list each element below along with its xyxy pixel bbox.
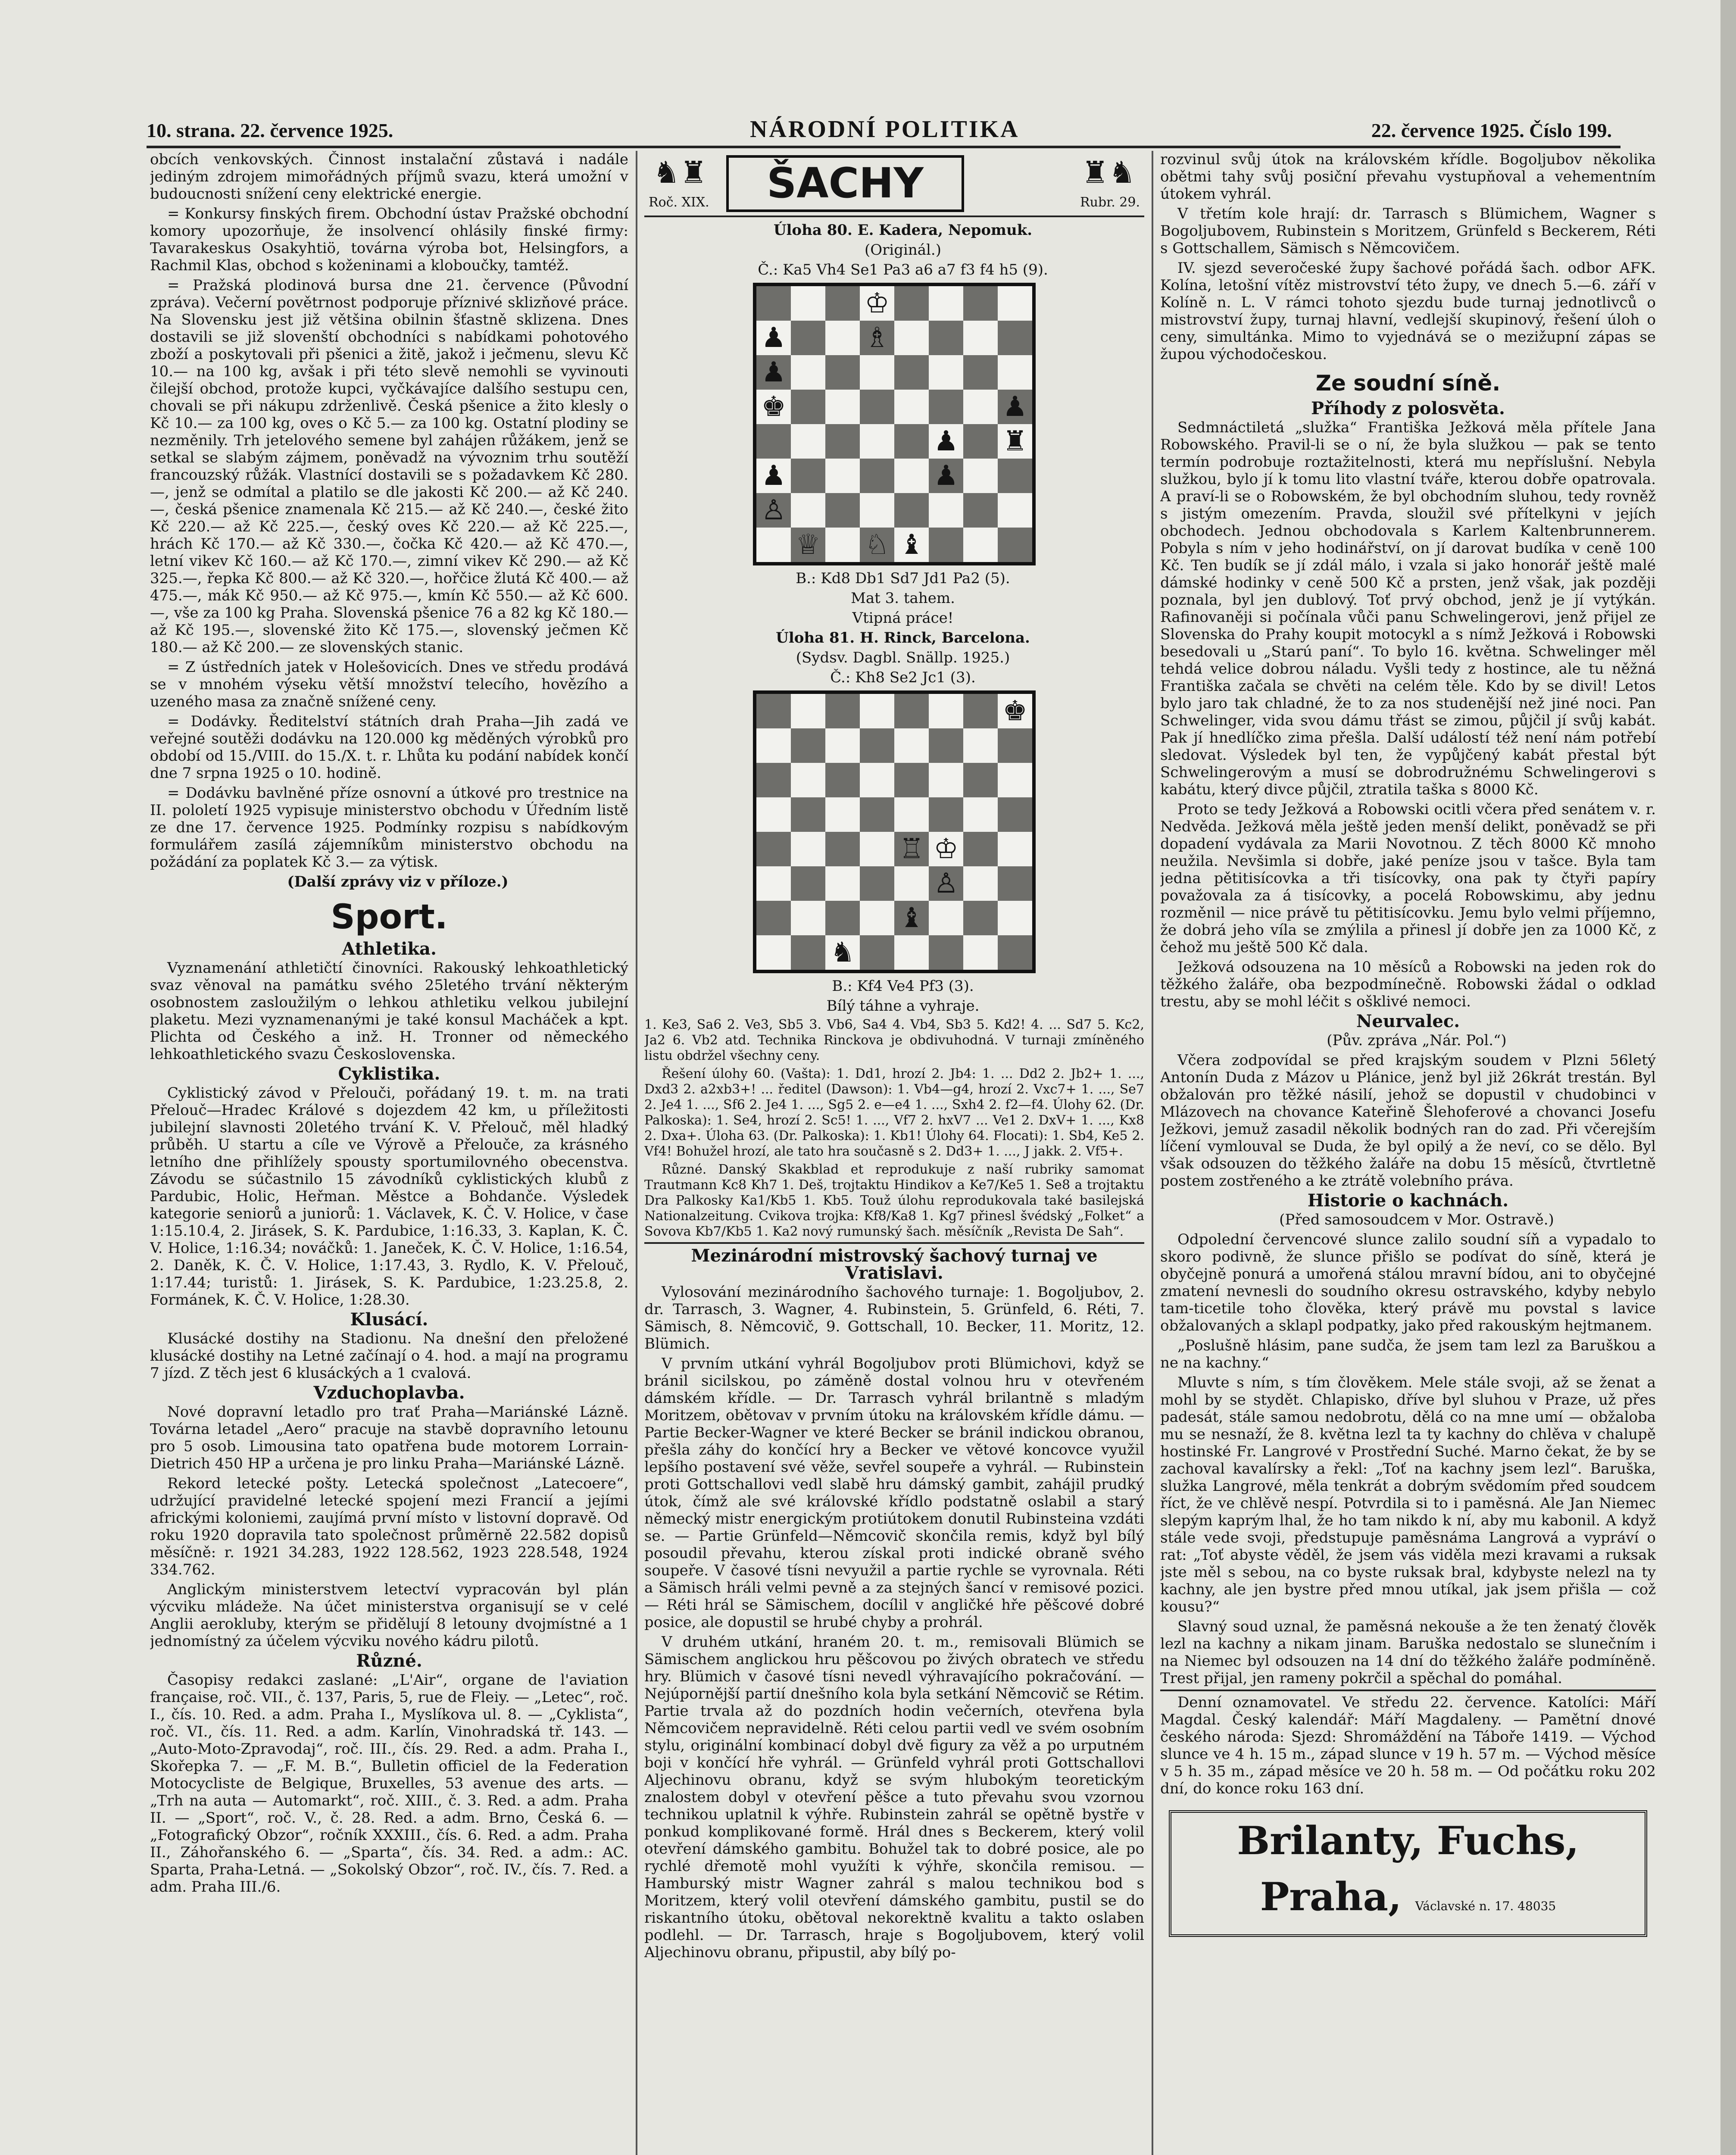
article-paragraph: = Dodávky. Ředitelství státních drah Praha—Jih zadá ve veřejné soutěži dodávku na 120.000 kg měděných výrobků pro období od 15./VIII. do 15./X. t. r. Lhůta ku podání nabídek končí dne 7 srpna 1925 o 10. hodině. bbox=[150, 713, 628, 782]
article-heading: Neurvalec. bbox=[1356, 1011, 1460, 1031]
column-rule bbox=[636, 151, 637, 2155]
article-paragraph: Časopisy redakci zaslané: „L'Air“, organe de l'aviation française, roč. VII., č. 137, Paris, 5, rue de Fleiy. — „Letec“, roč. I., čís. 10. Red. a adm. Praha I., Myslíkova ul. 8. — „Cyklista“, roč. VI., čís. 11. Red. a adm. Karlín, Vinohradská tř. 143. — „Auto-Moto-Zpravodaj“, roč. III., čís. 29. Red. a adm. Praha I., Skořepka 7. — „F. M. B.“, Bulletin officiel de la Federation Motocycliste de Belgique, Bruxelles, 53 avenue des arts. — „Trh na auta — Automarkt“, roč. XIII., č. 3. Red. a adm. Praha II. — „Sport“, roč. V., č. 28. Red. a adm. Brno, Česká 6. — „Fotografický Obzor“, ročník XXXIII., čís. 6. Red. a adm. Praha II., Záhořanského 6. — „Sparta“, čís. 34. Red. a adm.: AC. Sparta, Praha-Letná. — „Sokolský Obzor“, roč. IV., čís. 7. Red. a adm. Praha III./6. bbox=[150, 1671, 628, 1896]
chess-rook-icon: ♜♞ bbox=[1081, 155, 1136, 190]
chess-board-problem-81 bbox=[753, 690, 1036, 973]
board-square bbox=[998, 832, 1032, 866]
board-square bbox=[756, 763, 791, 797]
board-square bbox=[963, 493, 998, 528]
article-paragraph: Řešení úlohy 60. (Vašta): 1. Dd1, hrozí 2. Jb4: 1. ... Dd2 2. Jb2+ 1. ..., Dxd3 2. a2xb3+! ... ředitel (Dawson): 1. Vb4—g4, hrozí 2. Vxc7+ 1. ..., Se7 2. Je4 1. ..., Sf6 2. Je4 1. ..., Sg5 2. e—e4 1. ..., Sxh4 2. f2—f4. Úlohy 62. (Dr. Palkoska): 1. Se4, hrozí 2. Sc5! 1. ..., Vf7 2. hxV7 ... Ve1 2. DxV+ 1. ..., Kx8 2. Dxa+. Úloha 63. (Dr. Palkoska): 1. Kb1! Úlohy 64. Flocati): 1. Sb4, Ke5 2. Vf4! Bohužel hrozí, ale tato hra současně s 2. Dd3+ 1. ..., J jakk. 2. Vf5+. bbox=[644, 1066, 1144, 1159]
masthead-rule bbox=[147, 146, 1620, 148]
board-square bbox=[860, 797, 894, 832]
board-square bbox=[860, 935, 894, 970]
article-paragraph: Nové dopravní letadlo pro trať Praha—Mariánské Lázně. Továrna letadel „Aero“ pracuje na stavbě dopravního letounu pro 5 osob. Limousina tato opatřena bude motorem Lorrain-Dietrich 450 HP a určena je pro linku Praha—Mariánské Lázně. bbox=[150, 1403, 628, 1472]
masthead-left: 10. strana. 22. července 1925. bbox=[147, 119, 393, 141]
problem-81-task: Bílý táhne a vyhraje. bbox=[826, 997, 980, 1015]
board-square bbox=[825, 797, 860, 832]
chess-piece-square: ♙ bbox=[756, 493, 791, 528]
daily-notice: Denní oznamovatel. Ve středu 22. července. Katolíci: Máří Magdal. Český kalendář: Máří Magdaleny. — Pamětní dnové českého národa: Sjezd: Shromáždění na Táboře 1419. — Východ slunce ve 4 h. 15 m., západ slunce v 19 h. 57 m. — Východ měsíce v 5 h. 35 m., západ měsíce ve 20 h. 58 m. — Od počátku roku 202 dní, do konce roku 163 dní. bbox=[1160, 1690, 1656, 1797]
chess-piece-square: ♔ bbox=[929, 832, 963, 866]
board-square bbox=[825, 832, 860, 866]
board-square bbox=[756, 694, 791, 728]
article-paragraph: Odpolední červencové slunce zalilo soudní síň a vypadalo to skoro podivně, že slunce přišlo se podívat do síně, která je obyčejně ponurá a umořená stálou mravní bídou, ani to obyčejné zmatení nevnesli do soudního okresu ostravského, kdyby nebylo tam-ticetile toho člověka, který právě mu povstal s lavice obžalovaných a sklapl podpatky, jako před rakouským hejtmanem. bbox=[1160, 1231, 1656, 1334]
board-square bbox=[825, 424, 860, 459]
chess-knight-icon: ♞♜ bbox=[653, 155, 707, 190]
board-square bbox=[791, 763, 825, 797]
board-square bbox=[860, 459, 894, 493]
problem-80-origin: (Originál.) bbox=[864, 241, 942, 259]
board-square bbox=[929, 355, 963, 390]
board-square bbox=[929, 493, 963, 528]
board-square bbox=[894, 694, 929, 728]
board-square bbox=[929, 528, 963, 562]
article-paragraph: V třetím kole hrají: dr. Tarrasch s Blümichem, Wagner s Bogoljubovem, Rubinstein s Moritzem, Grünfeld s Beckerem, Réti s Gottschallem, Sämisch s Němcovičem. bbox=[1160, 205, 1656, 257]
board-square bbox=[825, 355, 860, 390]
subsection-ruzne: Různé. bbox=[356, 1651, 422, 1671]
board-square bbox=[998, 866, 1032, 901]
chess-piece-square: ♟ bbox=[756, 459, 791, 493]
board-square bbox=[963, 797, 998, 832]
board-square bbox=[894, 797, 929, 832]
board-square bbox=[860, 763, 894, 797]
board-square bbox=[825, 493, 860, 528]
board-square bbox=[963, 763, 998, 797]
article-paragraph: Vylosování mezinárodního šachového turnaje: 1. Bogoljubov, 2. dr. Tarrasch, 3. Wagner, 4. Rubinstein, 5. Grünfeld, 6. Réti, 7. Sämisch, 8. Němcovič, 9. Gottschall, 10. Becker, 11. Moritz, 12. Blümich. bbox=[644, 1284, 1144, 1352]
board-square bbox=[756, 901, 791, 935]
chess-piece-square: ♟ bbox=[998, 390, 1032, 424]
article-paragraph: obcích venkovských. Činnost instalační zůstavá i nadále jediným zdrojem mimořádných příjmů svazu, která umožní v budoucnosti snížení ceny elektrické energie. bbox=[150, 151, 628, 203]
problem-81-title: Úloha 81. H. Rinck, Barcelona. bbox=[776, 629, 1030, 646]
board-square bbox=[791, 390, 825, 424]
article-paragraph: Včera zodpovídal se před krajským soudem v Plzni 56letý Antonín Duda z Mázov u Plánice, jenž byl již 26krát trestán. Byl obžalován pro těžké násilí, jehož se dopustil v chudobinci v Mlázovech na chovance Kateřině Šlehoferové a chovanci Josefu Ježkovi, jemuž zasadil několik bodných ran do zad. Při včerejším líčení vymlouval se Duda, že byl opilý a že neví, co se dělo. Byl však odsouzen do těžkého žaláře na dobu 15 měsíců, čtvrtletně postem zostřeného a ke ztrátě volebního práva. bbox=[1160, 1052, 1656, 1190]
problem-80-title: Úloha 80. E. Kadera, Nepomuk. bbox=[773, 222, 1033, 239]
board-square bbox=[791, 728, 825, 763]
board-square bbox=[929, 901, 963, 935]
board-square bbox=[756, 797, 791, 832]
chess-piece-square: ♟ bbox=[756, 321, 791, 355]
board-square bbox=[825, 866, 860, 901]
chess-piece-square: ♘ bbox=[860, 528, 894, 562]
board-square bbox=[791, 797, 825, 832]
problem-80-mate: Mat 3. tahem. bbox=[851, 590, 955, 607]
board-square bbox=[825, 286, 860, 321]
chess-piece-square: ♗ bbox=[860, 321, 894, 355]
chess-piece-square: ♜ bbox=[998, 424, 1032, 459]
board-square bbox=[998, 459, 1032, 493]
column-1 bbox=[150, 151, 628, 2155]
board-square bbox=[998, 355, 1032, 390]
article-paragraph: Anglickým ministerstvem letectví vypracován byl plán výcviku mládeže. Na účet ministerstva organisují se v celé Anglii aerokluby, kterým se přidělují 8 letouny dvojmístné a 1 jednomístný za účelem výcviku nového kádru pilotů. bbox=[150, 1581, 628, 1650]
board-square bbox=[791, 321, 825, 355]
board-square bbox=[998, 901, 1032, 935]
column-3 bbox=[1160, 151, 1656, 2155]
board-square bbox=[860, 355, 894, 390]
board-square bbox=[825, 528, 860, 562]
board-square bbox=[791, 286, 825, 321]
board-square bbox=[825, 763, 860, 797]
section-title-sport: Sport. bbox=[331, 898, 448, 937]
board-square bbox=[756, 832, 791, 866]
board-square bbox=[894, 459, 929, 493]
column-rule bbox=[1152, 151, 1153, 2155]
board-square bbox=[756, 728, 791, 763]
article-paragraph: = Dodávku bavlněné příze osnovní a útkové pro trestnice na II. pololetí 1925 vypisuje ministerstvo obchodu v Úředním listě ze dne 17. července 1925. Podmínky rozpisu s nabídkovým formulářem zasílá zájemníkům ministerstvo obchodu na požádání za poplatek Kč 3.— za výtisk. bbox=[150, 784, 628, 871]
article-paragraph: Klusácké dostihy na Stadionu. Na dnešní den přeložené klusácké dostihy na Letné začínají o 4. hod. a mají na programu 7 jízd. Z těch jest 6 klusáckých a 1 cvalová. bbox=[150, 1330, 628, 1382]
board-square bbox=[998, 935, 1032, 970]
board-square bbox=[825, 901, 860, 935]
chess-piece-square: ♝ bbox=[894, 901, 929, 935]
article-paragraph: V prvním utkání vyhrál Bogoljubov proti Blümichovi, když se bránil sicilskou, po záměně dostal volnou hru v otevřeném dámském křídle. — Dr. Tarrasch vyhrál brilantně s mladým Moritzem, obětovav v prvním útoku na královském křídle dámu. — Partie Becker-Wagner ve které Becker se bránil indickou obranou, přešla záhy do končící hry a Becker ve větové koncovce využil lepšího postavení své věže, sevřel soupeře a vyhrál. — Rubinstein proti Gottschallovi vedl slabě hru dámský gambit, zahájil prudký útok, čímž ale své královské křídlo podstatně oslabil a starý německý mistr energickým protiútokem donutil Rubinsteina vzdáti se. — Partie Grünfeld—Němcovič skončila remis, když byl bílý posoudil převahu, kterou získal proti indické obraně svého soupeře. V časové tísni nevyužil a partie rychle se vyrovnala. Réti a Sämisch hráli velmi pevně a za stejných šancí v remisové pozici. — Réti hrál se Sämischem, docílil v angličké hře pěšcové dobré posice, ale dopustil se hrubé chyby a prohrál. bbox=[644, 1355, 1144, 1631]
board-square bbox=[894, 493, 929, 528]
board-square bbox=[860, 866, 894, 901]
board-square bbox=[825, 321, 860, 355]
board-square bbox=[825, 694, 860, 728]
tournament-heading: Mezinárodní mistrovský šachový turnaj ve Vratislavi. bbox=[644, 1242, 1144, 1282]
article-paragraph: IV. sjezd severočeské župy šachové pořádá šach. odbor AFK. Kolína, letošní vítěz mistrovství této župy, ve dnech 5.—6. září v Kolíně n. L. V rámci tohoto sjezdu bude turnaj jednotlivců o mistrovství župy, turnaj hlavní, vedlejší skupinový, řešení úloh o ceny, simultánka. Mimo to vyjednává se o mezižupní zápas se župou východočeskou. bbox=[1160, 259, 1656, 363]
board-square bbox=[791, 355, 825, 390]
board-square bbox=[791, 424, 825, 459]
board-square bbox=[894, 355, 929, 390]
board-square bbox=[894, 728, 929, 763]
board-square bbox=[929, 286, 963, 321]
board-square bbox=[894, 935, 929, 970]
board-square bbox=[998, 528, 1032, 562]
column-2 bbox=[644, 151, 1144, 2155]
board-square bbox=[894, 390, 929, 424]
board-square bbox=[963, 528, 998, 562]
problem-81-source: (Sydsv. Dagbl. Snällp. 1925.) bbox=[796, 649, 1010, 666]
board-square bbox=[756, 935, 791, 970]
chess-piece-square: ♟ bbox=[929, 424, 963, 459]
board-square bbox=[998, 728, 1032, 763]
chess-title: ŠACHY bbox=[726, 155, 964, 212]
article-paragraph: Cyklistický závod v Přelouči, pořádaný 19. t. m. na trati Přelouč—Hradec Králové s dojezdem 42 km, u příležitosti jubilejní slavnosti 20letého trvání K. V. Přelouč, měl hladký průběh. U startu a cíle ve Výrově a Přelouče, za krásného letního dne přihlížely spousty sportumilovného obecenstva. Závodu se súčastnilo 15 závodníků cyklistických klubů z Pardubic, Holic, Heřman. Městce a Bohdanče. Výsledek kategorie seniorů a juniorů: 1. Václavek, K. Č. V. Holice, v čase 1:15.10.4, 2. Jirásek, S. K. Pardubice, 1:16.33, 3. Kaplan, K. Č. V. Holice, 1:16.34; nováčků: 1. Janeček, K. Č. V. Holice, 1:16.54, 2. Daněk, K. Č. V. Holice, 1:17.43, 3. Rydlo, K. V. Přelouč, 1:17.44; turistů: 1. Jirásek, S. K. Pardubice, 1:23.25.8, 2. Formánek, K. Č. V. Holice, 1:28.30. bbox=[150, 1084, 628, 1309]
board-square bbox=[894, 763, 929, 797]
article-paragraph: Proto se tedy Ježková a Robowski ocitli včera před senátem v. r. Nedvěda. Ježková měla ještě jeden menší delikt, poněvadž se při dopadení vydávala za Marii Novotnou. Z těch 8000 Kč mnoho neužila. Nevšimla si dobře, jaké peníze jsou v tašce. Byla tam jedna pětitisícovka a tři tisícovky, ona pak ty čtyři papíry považovala za á tisícovky, a pocelá Robowskimu, aby jednu rozměnil — nice právě tu pětitisícovku. Jemu bylo velmi příjemno, že dobrá jeho víla se zmýlila a přinesl jí dobře jen za 1000 Kč, z čehož mu ještě 500 Kč dala. bbox=[1160, 801, 1656, 956]
page-edge bbox=[1720, 0, 1736, 2155]
board-square bbox=[756, 286, 791, 321]
chess-piece-square: ♟ bbox=[929, 459, 963, 493]
continued-note: (Další zprávy viz v příloze.) bbox=[287, 873, 509, 890]
masthead-title: NÁRODNÍ POLITIKA bbox=[750, 116, 1020, 143]
board-square bbox=[963, 694, 998, 728]
board-square bbox=[963, 321, 998, 355]
article-paragraph: Mluvte s ním, s tím člověkem. Mele stále svoji, až se ženat a mohl by se stydět. Chlapisko, dříve byl sluhou v Praze, už přes padesát, stále samou nedobrotu, dělá co na mne umí — obžaloba mu se nesnaží, že 8. května lezl ta ty kachny do chlěva v chalupě hostinské Fr. Langrové v Prostřední Suché. Marno čekat, že by se zachoval kavalírsky a řekl: „Toť na kachny jsem lezl“. Baruška, služka Langrové, měla tenkrát a dobrým svědomím před soudcem říct, že ve chlěvě nespí. Potvrdila si to i paměsná. Ale Jan Niemec slepým kaprým lhal, že ho tam nikdo k ní, aby mu kabonil. A když stále vede svoji, předstupuje paměsnáma Langrová a vypráví o rat: „Toť abyste věděl, že jsem vás viděla mezi kravami a ruksak jste měl s sebou, na co byste ruksak bral, kdybyste nelezl na ty kachny, ale jen bystre před mnou utíkal, jak jsem přišla — což kousu?“ bbox=[1160, 1374, 1656, 1615]
board-square bbox=[963, 901, 998, 935]
board-square bbox=[791, 866, 825, 901]
article-paragraph: Sedmnáctiletá „služka“ Františka Ježková měla přítele Jana Robowského. Pravil-li se o ní, že byla služkou — pak se tento termín podrobuje roztažitelnosti, která mu nepříslušní. Nebyla služkou, bylo jí k tomu lito vlastní tváře, kterou dobře opatrovala. A praví-li se o Robowském, že byl obchodním sluhou, tedy rovněž s jistým omezením. Pravda, sloužil své přítelkyni v jejích obchodech. Jednou obchodovala s Karlem Kaltenbrunnerem. Pobyla s ním v jeho hodinářství, on jí darovat budíka v ceně 100 Kč. Ten budík se jí zdál málo, i vzala si jako honorář ještě malé dámské hodinky v ceně 500 Kč a prsten, jenž však, jak později poznala, byl jen dublový. Toť prvý obchod, jenž je jí vytýkán. Rafinovaněji si počínala vůči panu Schwelingerovi, jenž přijel ze Slovenska do Prahy koupit motocykl a s nímž Ježková i Robowski besedovali u „Starú paní“. To bylo 16. května. Schwelinger měl tehdá velice dobrou náladu. Vyšli tedy z hostince, ale tu něžná Františka začala se chvěti na celém těle. Kdo by se divil! Letos bylo jaro tak chladné, že to za nos studenější než jiné noci. Pan Schwelinger, vida svou dámu třást se zimou, půjčil jí svůj kabát. Pak jí hnedlíčko zima přešla. Další událostí též není nám potřebí sledovat. Výsledek byl ten, že vypůjčený kabát přestal být Schwelingerovým a musí se dobrodružnému Schwelingerovi s kabátu, který divce půjčil, ztratila taška s 8000 Kč. bbox=[1160, 419, 1656, 798]
board-square bbox=[998, 321, 1032, 355]
board-square bbox=[791, 493, 825, 528]
article-paragraph: Slavný soud uznal, že paměsná nekouše a že ten ženatý člověk lezl na kachny a nikam jinam. Baruška nedostalo se slunečním i na Niemec byl odsouzen na 14 dní do těžkého žaláře podmíněně. Trest přijal, jen rameny pokrčil a spěchal do pomáhal. bbox=[1160, 1618, 1656, 1687]
article-paragraph: = Z ústředních jatek v Holešovicích. Dnes ve středu prodává se v mnohém výseku větší množství telecího, hovězího a uzeného masa za značně snížené ceny. bbox=[150, 659, 628, 710]
board-square bbox=[894, 424, 929, 459]
board-square bbox=[998, 286, 1032, 321]
chess-piece-square: ♖ bbox=[894, 832, 929, 866]
board-square bbox=[860, 390, 894, 424]
masthead bbox=[121, 116, 1638, 146]
ad-address: Václavské n. 17. 48035 bbox=[1415, 1899, 1556, 1913]
masthead-right: 22. července 1925. Číslo 199. bbox=[1371, 119, 1612, 141]
article-paragraph: 1. Ke3, Sa6 2. Ve3, Sb5 3. Vb6, Sa4 4. Vb4, Sb3 5. Kd2! 4. ... Sd7 5. Kc2, Ja2 6. Vb2 atd. Technika Rinckova je obdivuhodná. V turnaji zmíněného listu obdržel všechny ceny. bbox=[644, 1017, 1144, 1063]
article-paragraph: Vyznamenání athletičtí činovníci. Rakouský lehkoathletický svaz věnoval na památku svého 25letého trvání některým osobnostem zasloužilým o lehkou athletiku velkou jubilejní plaketu. Mezi vyznamenanými je také konsul Macháček a kpt. Plichta od Českého a inž. H. Tronner od německého lehkoathletického svazu Československa. bbox=[150, 959, 628, 1063]
article-paragraph: = Pražská plodinová bursa dne 21. července (Původní zpráva). Večerní povětrnost podporuje příznivé sklizňové práce. Na Slovensku jest již většina obilnin šťastně sklizena. Dnes dostavili se již slovenští obchodníci s nabídkami pohotového zboží a poskytovali při pšenici a žitě, jakož i ječmenu, slevu Kč 10.— na 100 kg, avšak i při této slevě nemohli se vyvinouti čilejší obchod, protože kupci, vyčkávajíce dalšího sestupu cen, chovali se při nákupu zdrženlivě. Česká pšenice a žito klesly o Kč 10.— za 100 kg, oves o Kč 5.— za 100 kg. Ostatní plodiny se nezměnily. Trh jetelového semene byl zahájen růžákem, jenž se setkal se slabým zájmem, poněvadž na vývoznim trhu soutěží francouzský růžák. Vlastnící dostavili se s požadavkem Kč 280.—, jenž se odmítal a platilo se dle jakosti Kč 200.— až Kč 240.—, česká pšenice znamenala Kč 215.— až Kč 240.—, české žito Kč 220.— až Kč 225.—, český oves Kč 220.— až Kč 225.—, hrách Kč 170.— až Kč 330.—, čočka Kč 420.— až Kč 470.—, letní vikev Kč 160.— až Kč 170.—, zimní vikev Kč 290.— až Kč 325.—, řepka Kč 800.— až Kč 320.—, hořčice žlutá Kč 400.— až 475.—, mák Kč 950.— až Kč 975.—, kmín Kč 550.— až Kč 600.—, vše za 100 kg Praha. Slovenská pšenice 76 a 82 kg Kč 180.— až Kč 195.—, slovenské žito Kč 175.—, slovenský ječmen Kč 180.— až Kč 200.— ze slovenských stanic. bbox=[150, 277, 628, 656]
board-square bbox=[963, 390, 998, 424]
board-square bbox=[929, 797, 963, 832]
article-paragraph: = Konkursy finských firem. Obchodní ústav Pražské obchodní komory upozorňuje, že insolvencí ohlásily finské firmy: Tavarakeskus Osakyhtiö, továrna výroba bot, Helsingfors, a Rachmil Klas, obchod s koženinami a kloboučky, tamtéž. bbox=[150, 205, 628, 274]
board-square bbox=[756, 528, 791, 562]
board-square bbox=[963, 424, 998, 459]
board-square bbox=[963, 832, 998, 866]
article-subheading: (Pův. zpráva „Nár. Pol.“) bbox=[1327, 1032, 1507, 1049]
subsection-athletika: Athletika. bbox=[342, 939, 437, 959]
problem-80-black: Č.: Ka5 Vh4 Se1 Pa3 a6 a7 f3 f4 h5 (9). bbox=[758, 261, 1048, 278]
board-square bbox=[825, 390, 860, 424]
board-square bbox=[825, 728, 860, 763]
board-square bbox=[963, 286, 998, 321]
board-square bbox=[791, 459, 825, 493]
board-square bbox=[963, 728, 998, 763]
board-square bbox=[860, 493, 894, 528]
board-square bbox=[998, 763, 1032, 797]
chess-board-problem-80 bbox=[753, 283, 1036, 565]
article-paragraph: „Poslušně hlásim, pane sudča, že jsem tam lezl za Baruškou a ne na kachny.“ bbox=[1160, 1337, 1656, 1371]
chess-piece-square: ♞ bbox=[825, 935, 860, 970]
board-square bbox=[825, 459, 860, 493]
board-square bbox=[860, 728, 894, 763]
board-square bbox=[791, 832, 825, 866]
board-square bbox=[929, 763, 963, 797]
volume-label: Roč. XIX. bbox=[649, 195, 709, 210]
chess-piece-square: ♔ bbox=[860, 286, 894, 321]
chess-piece-square: ♕ bbox=[791, 528, 825, 562]
board-square bbox=[963, 459, 998, 493]
board-square bbox=[963, 355, 998, 390]
subsection-vzduchoplavba: Vzduchoplavba. bbox=[313, 1383, 465, 1403]
board-square bbox=[929, 321, 963, 355]
problem-80-note: Vtipná práce! bbox=[852, 609, 954, 627]
board-square bbox=[998, 493, 1032, 528]
problem-81-black: Č.: Kh8 Se2 Jc1 (3). bbox=[830, 669, 976, 686]
board-square bbox=[929, 390, 963, 424]
board-square bbox=[791, 901, 825, 935]
problem-80-white: B.: Kd8 Db1 Sd7 Jd1 Pa2 (5). bbox=[796, 570, 1010, 587]
chess-piece-square: ♝ bbox=[894, 528, 929, 562]
board-square bbox=[894, 866, 929, 901]
board-square bbox=[963, 935, 998, 970]
board-square bbox=[929, 935, 963, 970]
problem-81-white: B.: Kf4 Ve4 Pf3 (3). bbox=[832, 978, 974, 995]
ad-title: Brilanty, Fuchs, Praha, bbox=[1237, 1818, 1579, 1920]
board-square bbox=[894, 321, 929, 355]
advertisement-brilanty bbox=[1169, 1810, 1647, 1937]
article-subheading: (Před samosoudcem v Mor. Ostravě.) bbox=[1279, 1211, 1554, 1228]
board-square bbox=[929, 694, 963, 728]
board-square bbox=[998, 797, 1032, 832]
board-square bbox=[860, 832, 894, 866]
article-paragraph: Různé. Danský Skakblad et reprodukuje z naší rubriky samomat Trautmann Kc8 Kh7 1. Deš, trojtaktu Hindikov a Ke7/Ke5 1. Se8 a trojtaktu Dra Palkosky Ka1/Kb5 1. Kb5. Touž úlohu reprodukovala také basilejská Nationalzeitung. Cvikova trojka: Kf8/Ka8 1. Kg7 přinesl švédský „Folket“ a Sovova Kb7/Kb5 1. Ka2 nový rumunský šach. měsíčník „Revista De Sah“. bbox=[644, 1162, 1144, 1239]
board-square bbox=[860, 694, 894, 728]
article-paragraph: Ježková odsouzena na 10 měsíců a Robowski na jeden rok do těžkého žaláře, oba bezpodmínečně. Robowski žádal o odklad trestu, aby se mohl léčit s ošklivé nemoci. bbox=[1160, 959, 1656, 1010]
article-paragraph: Rekord letecké pošty. Letecká společnost „Latecoere“, udržující pravidelné letecké spojení mezi Francií a jejími africkými koloniemi, zaujímá první místo v listovní dopravě. Od roku 1920 dopravila tato společnost průměrně 22.582 dopisů měsíčně: r. 1921 34.283, 1922 128.562, 1923 228.548, 1924 334.762. bbox=[150, 1475, 628, 1578]
article-paragraph: V druhém utkání, hraném 20. t. m., remisovali Blümich se Sämischem anglickou hru pěšcovou po živých obratech ve středu hry. Blümich v časové tísni nevedl výhravajícího pokračování. — Nejúpornější partií dnešního kola byla setkání Němcovič se Rétim. Partie trvala až do pozdních hodin večerních, otevřena byla Němcovičem nepravidelně. Réti celou partii vedl ve svém osobním stylu, originální kombinací dobyl dvě figury za věž a po urputném boji v končící hře vyhrál. — Grünfeld vyhrál proti Gottschallovi Aljechinovu obranu, když se svým hlubokým teoretickým znalostem dobyl v otevření pěšce a tuto převahu svou vzornou technikou uplatnil k výhře. Rubinstein zahrál se opětně bystře v ponkud komplikované formě. Hrál dnes s Beckerem, který volil otevření dámského gambitu. Bohužel tak to dobré posice, ale po rychlé dřemotě mohl využíti k výhře, skončila remisou. — Hamburský mistr Wagner zahrál s malou technikou bod s Moritzem, který volil otevření dámského gambitu, pustil se do riskantního útoku, obětoval nekorektně kvalitu a takto oslaben podlehl. — Dr. Tarrasch, hraje s Bogoljubovem, který volil Aljechinovu obranu, připustil, aby bílý po- bbox=[644, 1633, 1144, 1961]
subsection-cyklistika: Cyklistika. bbox=[338, 1064, 440, 1084]
chess-header bbox=[644, 151, 1144, 217]
board-square bbox=[860, 424, 894, 459]
board-square bbox=[963, 866, 998, 901]
board-square bbox=[791, 694, 825, 728]
board-square bbox=[929, 728, 963, 763]
rubric-label: Rubr. 29. bbox=[1080, 195, 1140, 210]
subsection-klusaci: Klusácí. bbox=[350, 1309, 428, 1330]
board-square bbox=[756, 424, 791, 459]
board-square bbox=[756, 866, 791, 901]
chess-piece-square: ♚ bbox=[998, 694, 1032, 728]
chess-piece-square: ♙ bbox=[929, 866, 963, 901]
board-square bbox=[860, 901, 894, 935]
chess-piece-square: ♟ bbox=[756, 355, 791, 390]
board-square bbox=[791, 935, 825, 970]
article-paragraph: rozvinul svůj útok na královském křídle. Bogoljubov několika obětmi tahy svůj posiční převahu vystupňoval a vehementním útokem vyhrál. bbox=[1160, 151, 1656, 203]
chess-piece-square: ♚ bbox=[756, 390, 791, 424]
article-heading: Historie o kachnách. bbox=[1307, 1190, 1509, 1211]
section-title-court: Ze soudní síně. bbox=[1315, 371, 1501, 396]
article-heading: Příhody z polosvěta. bbox=[1311, 398, 1505, 419]
board-square bbox=[894, 286, 929, 321]
